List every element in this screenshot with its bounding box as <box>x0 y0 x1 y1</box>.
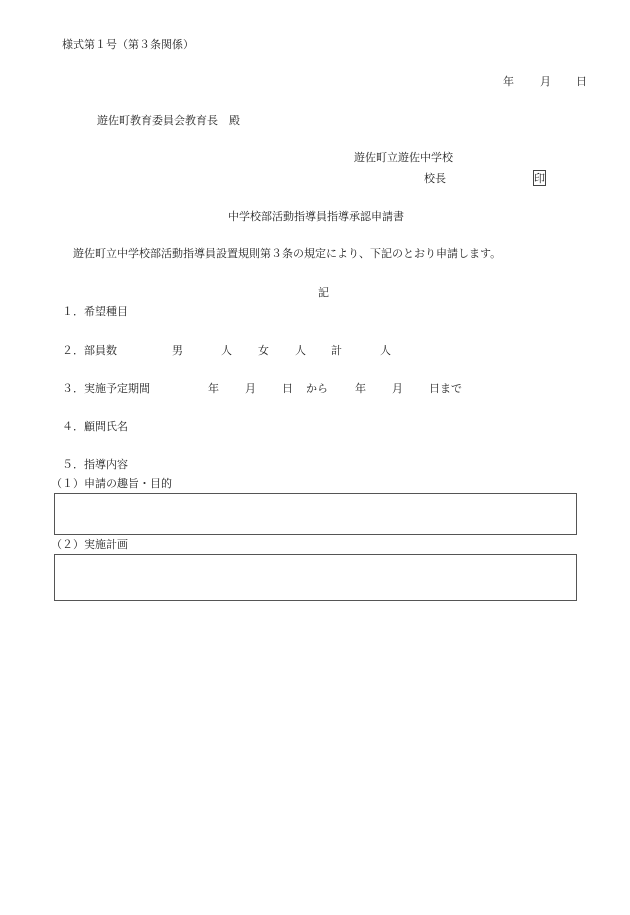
date-day: 日 <box>576 75 587 88</box>
sub-2-label: （２）実施計画 <box>51 538 128 551</box>
item-2-label: ２．部員数 <box>62 344 117 357</box>
female-unit: 人 <box>295 344 306 357</box>
applicant-title: 校長 <box>424 172 446 185</box>
female-label: 女 <box>258 344 269 357</box>
total-label: 計 <box>331 344 342 357</box>
start-day: 日 <box>282 382 293 395</box>
start-month: 月 <box>245 382 256 395</box>
end-day: 日まで <box>429 382 462 395</box>
applicant-school: 遊佐町立遊佐中学校 <box>354 151 453 164</box>
seal-mark: 印 <box>534 172 545 185</box>
body-text: 遊佐町立中学校部活動指導員設置規則第３条の規定により、下記のとおり申請します。 <box>73 247 502 260</box>
end-month: 月 <box>392 382 403 395</box>
male-unit: 人 <box>221 344 232 357</box>
purpose-input-box[interactable] <box>54 493 577 535</box>
total-unit: 人 <box>380 344 391 357</box>
addressee: 遊佐町教育委員会教育長 殿 <box>97 114 240 127</box>
item-1-label: １．希望種目 <box>62 305 128 318</box>
sub-1-label: （１）申請の趣旨・目的 <box>51 477 172 490</box>
form-number: 様式第１号（第３条関係） <box>62 38 194 51</box>
plan-input-box[interactable] <box>54 554 577 601</box>
item-5-label: ５．指導内容 <box>62 458 128 471</box>
from-label: から <box>306 382 328 395</box>
male-label: 男 <box>172 344 183 357</box>
ki-heading: 記 <box>318 286 329 299</box>
date-year: 年 <box>503 75 514 88</box>
item-4-label: ４．顧問氏名 <box>62 420 128 433</box>
document-title: 中学校部活動指導員指導承認申請書 <box>228 210 404 223</box>
date-month: 月 <box>540 75 551 88</box>
item-3-label: ３．実施予定期間 <box>62 382 150 395</box>
start-year: 年 <box>208 382 219 395</box>
end-year: 年 <box>355 382 366 395</box>
